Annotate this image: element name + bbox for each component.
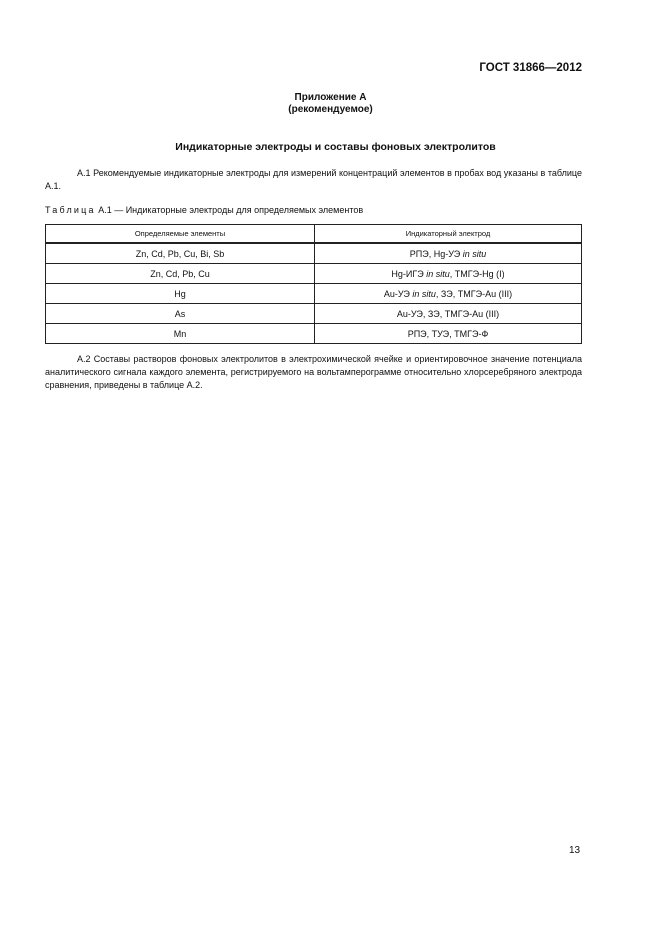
cell-electrode-text: Au-УЭ, ЗЭ, ТМГЭ-Au (III) xyxy=(396,308,500,319)
cell-elements: Zn, Cd, Pb, Cu xyxy=(46,264,315,284)
cell-electrode xyxy=(315,324,582,344)
section-heading: Индикаторные электроды и составы фоновых электролитов xyxy=(175,141,496,153)
document-code: ГОСТ 31866—2012 xyxy=(479,62,582,74)
table-row xyxy=(46,264,582,284)
table-caption xyxy=(45,205,363,215)
page-number: 13 xyxy=(569,845,581,856)
cell-electrode-text: РПЭ, Hg-УЭ xyxy=(409,248,463,259)
cell-elements: Zn, Cd, Pb, Cu, Bi, Sb xyxy=(46,243,315,264)
appendix-title: Приложение А xyxy=(294,92,367,103)
table-row xyxy=(46,304,582,324)
table-caption-text: А.1 — Индикаторные электроды для определяемых элементов xyxy=(95,205,364,215)
cell-electrode-text: РПЭ, ТУЭ, ТМГЭ-Ф xyxy=(407,328,489,339)
column-header-electrode: Индикаторный электрод xyxy=(315,225,582,244)
paragraph-a2-text: А.2 Составы растворов фоновых электролитов в электрохимической ячейке и ориентировочное значение потенциала аналитического сигнала каждого элемента, регистрируемого на вольтамперограмме относительно хлорсеребряного электрода сравнения, приведены в таблице А.2. xyxy=(45,354,582,390)
cell-electrode xyxy=(315,243,582,264)
cell-elements: As xyxy=(46,304,315,324)
column-header-elements: Определяемые элементы xyxy=(46,225,315,244)
cell-electrode-italic: in situ xyxy=(426,268,450,279)
table-row xyxy=(46,243,582,264)
appendix-status: (рекомендуемое) xyxy=(288,104,373,115)
paragraph-a1 xyxy=(45,167,582,193)
table-row xyxy=(46,284,582,304)
cell-electrode-text: Au-УЭ xyxy=(383,288,413,299)
table-header-row xyxy=(46,225,582,244)
cell-electrode-italic: in situ xyxy=(462,248,487,259)
cell-elements: Hg xyxy=(46,284,315,304)
paragraph-a1-text: А.1 Рекомендуемые индикаторные электроды для измерений концентраций элементов в пробах вод указаны в таблице А.1. xyxy=(45,168,582,191)
cell-electrode xyxy=(315,284,582,304)
table-caption-label: Таблица xyxy=(45,205,96,215)
cell-electrode xyxy=(315,304,582,324)
cell-electrode-suffix: , ТМГЭ-Hg (I) xyxy=(449,268,505,279)
cell-elements: Mn xyxy=(46,324,315,344)
cell-electrode xyxy=(315,264,582,284)
cell-electrode-suffix: , ЗЭ, ТМГЭ-Au (III) xyxy=(435,288,513,299)
cell-electrode-italic: in situ xyxy=(412,288,436,299)
electrodes-table xyxy=(45,224,582,344)
paragraph-a2 xyxy=(45,353,582,392)
table-row xyxy=(46,324,582,344)
cell-electrode-text: Hg-ИГЭ xyxy=(391,268,427,279)
